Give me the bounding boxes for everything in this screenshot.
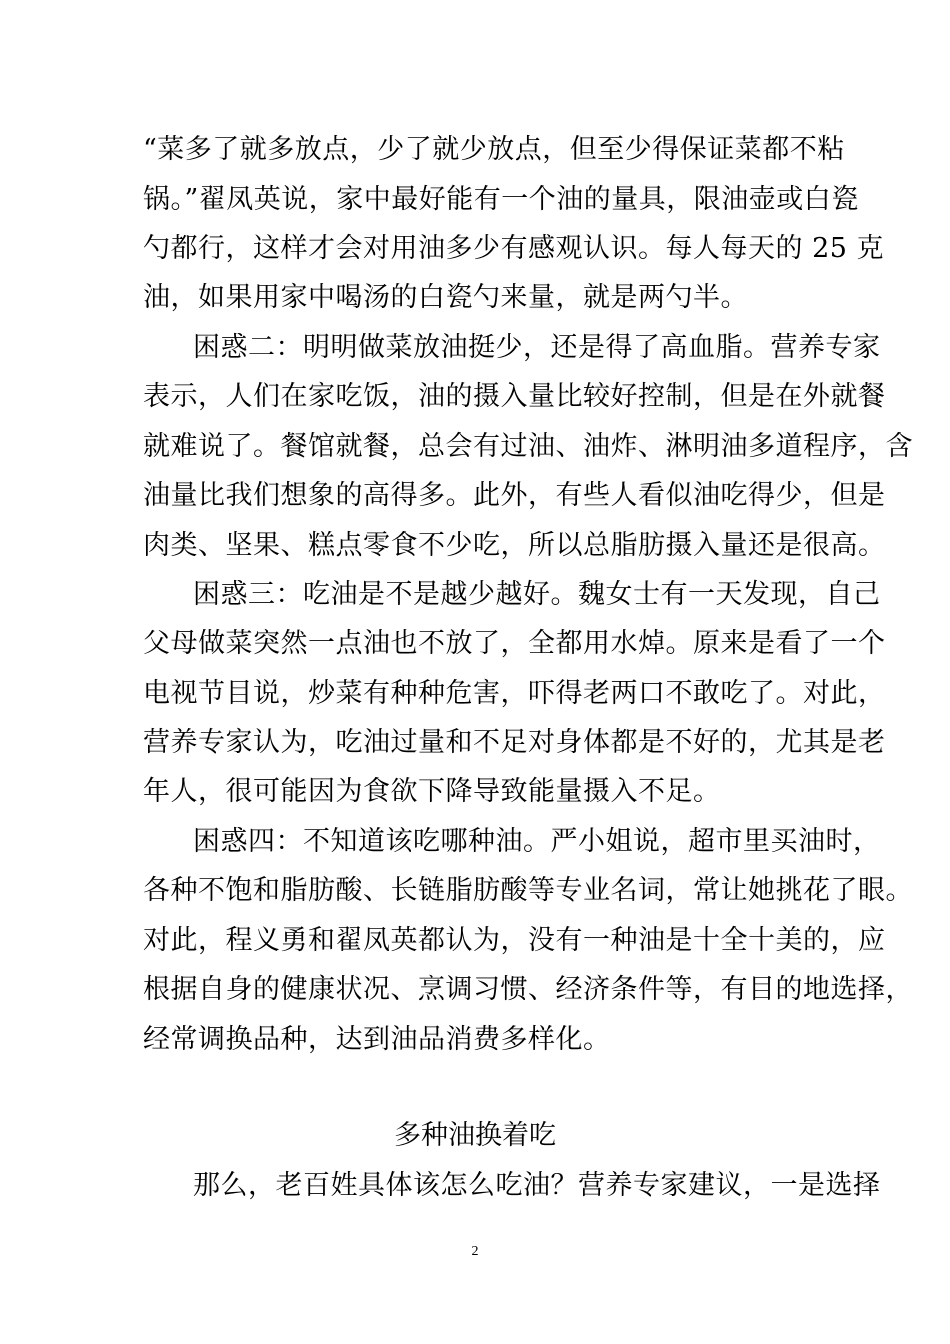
text-line: 电视节目说，炒菜有种种危害，吓得老两口不敢吃了。对此， xyxy=(143,678,886,709)
text-line: 营养专家认为，吃油过量和不足对身体都是不好的，尤其是老 xyxy=(143,727,886,758)
paragraph-start-line: 困惑二：明明做菜放油挺少，还是得了高血脂。营养专家 xyxy=(193,332,881,363)
text-line: 表示，人们在家吃饭，油的摄入量比较好控制，但是在外就餐 xyxy=(143,381,886,412)
text-line: 锅。”翟凤英说，家中最好能有一个油的量具，限油壶或白瓷 xyxy=(143,184,859,215)
section-heading: 多种油换着吃 xyxy=(394,1120,556,1151)
text-line: 油，如果用家中喝汤的白瓷勺来量，就是两勺半。 xyxy=(143,282,748,313)
text-line: 父母做菜突然一点油也不放了，全都用水焯。原来是看了一个 xyxy=(143,628,886,659)
text-line: “菜多了就多放点，少了就少放点，但至少得保证菜都不粘 xyxy=(143,134,845,165)
paragraph-start-line: 那么，老百姓具体该怎么吃油？营养专家建议，一是选择 xyxy=(193,1170,881,1201)
text-line: 就难说了。餐馆就餐，总会有过油、油炸、淋明油多道程序，含 xyxy=(143,431,913,462)
text-line: 对此，程义勇和翟凤英都认为，没有一种油是十全十美的，应 xyxy=(143,925,886,956)
paragraph-start-line: 困惑四：不知道该吃哪种油。严小姐说，超市里买油时， xyxy=(193,826,881,857)
paragraph-start-line: 困惑三：吃油是不是越少越好。魏女士有一天发现，自己 xyxy=(193,579,881,610)
text-line: 年人，很可能因为食欲下降导致能量摄入不足。 xyxy=(143,776,721,807)
text-line: 勺都行，这样才会对用油多少有感观认识。每人每天的 25 克 xyxy=(143,233,885,264)
text-line: 油量比我们想象的高得多。此外，有些人看似油吃得少，但是 xyxy=(143,480,886,511)
page-number: 2 xyxy=(471,1244,479,1259)
text-line: 肉类、坚果、糕点零食不少吃，所以总脂肪摄入量还是很高。 xyxy=(143,530,886,561)
text-line: 各种不饱和脂肪酸、长链脂肪酸等专业名词，常让她挑花了眼。 xyxy=(143,875,913,906)
text-line: 根据自身的健康状况、烹调习惯、经济条件等，有目的地选择， xyxy=(143,974,913,1005)
text-line: 经常调换品种，达到油品消费多样化。 xyxy=(143,1024,611,1055)
